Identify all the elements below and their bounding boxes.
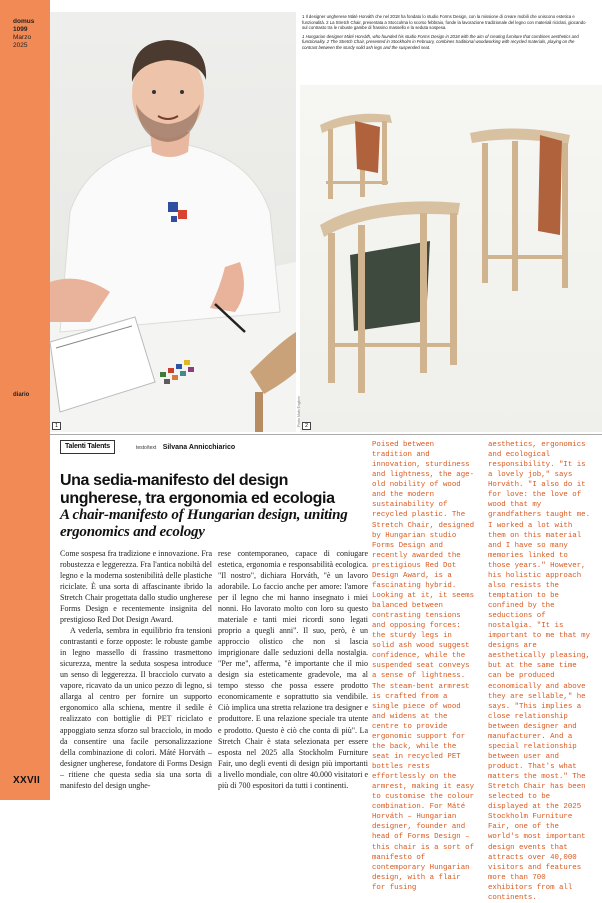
byline-label: testo/text	[136, 445, 157, 451]
sidebar	[0, 0, 50, 800]
magazine-name: domus 1099	[13, 18, 35, 34]
body-italian-paragraph-2: A vederla, sembra in equilibrio fra tensioni contrastanti e forze opposte: le robuste gambe in legno massello di frassino trasmettono sicurezza, mentre la seduta sospesa introduce un senso di leggerezza. Il bracciolo curvato a vapore, ricavato da un unico pezzo di legno, si allarga al centro per fornire un supporto ergonomico alla schiena, mentre il sedile è realizzato con bottiglie di PET riciclato e appoggiato senza sforzo sul bracciolo, in modo da consentire una facile personalizzazione della combinazione di colori. Máté Horváth – designer ungherese, fondatore di Forms Design – ritiene che questa sedia sia una sorta di manifesto del design unghe-	[60, 626, 212, 790]
caption-italian: 1 Il designer ungherese Máté Horváth che nel 2018 ha fondato lo studio Forms Design, con la missione di creare mobili che uniscono estetica e funzionalità. 2 La Stretch Chair, presentata a Stoccolma lo scorso febbraio, fonde la lavorazione tradizionale del legno con materiali riciclati, giocando sul contrasto tra le robuste gambe di frassino massello e la seduta sospesa.	[302, 14, 586, 31]
issue-year: 2025	[13, 42, 28, 50]
body-english-text-2: aesthetics, ergonomics and ecological responsibility. "It is a lovely job," says Horváth. "I also do it for love: the love of wood that my grandfathers taught me. I worked a lot with them on this material and I have so many memories linked to those years." However, his holistic approach also resists the temptation to be confined by the seductions of nostalgia. "It is important to me that my designs are aesthetically pleasing, but at the same time can be produced economically and above they are sellable," he says. "This implies a close relationship between designer and manufacturer. And a special relationship between user and product. That's what matters the most." The Stretch Chair has been selected to be displayed at the 2025 Stockholm Furniture Fair, one of the world's most important design events that attracts over 40,000 visitors and features more than 700 exhibitors from all continents.	[488, 441, 591, 902]
byline	[136, 444, 235, 451]
chair-terracotta-large	[470, 128, 570, 291]
page-number: XXVII	[13, 775, 41, 786]
issue-month: Marzo	[13, 34, 32, 42]
author-name: Silvana Annicchiarico	[162, 444, 236, 451]
body-english-text-1: Poised between tradition and innovation, sturdiness and lightness, the age-old nobility of wood and the modern sustainability of recycled plastic. The Stretch Chair, designed by Hungarian studio Forms Design and recently awarded the prestigious Red Dot Design Award, is a fascinating hybrid. Looking at it, it seems balanced between contrasting tensions and opposing forces: the sturdy legs in solid ash wood suggest confidence, while the suspended seat conveys a sense of lightness. The steam-bent armrest is crafted from a single piece of wood and widens at the centre to provide ergonomic support for the back, while the seat in recycled PET bottles rests effortlessly on the armrest, making it easy to customise the colour combination. For Máté Horváth – Hungarian designer, founder and head of Forms Design – this chair is a sort of manifesto of contemporary Hungarian design, with a flair for fusing	[372, 441, 475, 892]
section-label: diario	[13, 392, 30, 398]
photo-caption	[302, 14, 587, 53]
article-headline: Una sedia-manifesto del design ungherese, tra ergonomia ed ecologia	[60, 472, 335, 507]
divider	[50, 434, 602, 435]
designer-portrait-photo	[50, 12, 296, 432]
section-tag: Talenti Talents	[60, 440, 115, 454]
body-italian-column-2	[218, 548, 368, 791]
chairs-illustration	[300, 85, 602, 432]
body-italian-paragraph-1: Come sospesa fra tradizione e innovazione. Fra robustezza e leggerezza. Fra l'antica nobiltà del legno e la moderna sostenibilità delle plastiche riciclate. È una sorta di affascinante ibrido la Stretch Chair progettata dallo studio ungherese Forms Design e recentemente insignita del prestigioso Red Dot Design Award.	[60, 549, 212, 625]
body-italian-column-1	[60, 548, 212, 791]
magazine-masthead	[13, 18, 50, 51]
body-italian-paragraph-3: rese contemporaneo, capace di coniugare estetica, ergonomia e responsabilità ecologica. "Il nostro", dichiara Horváth, "è un lavoro adorabile. Lo faccio anche per amore: l'amore per il legno che mi hanno insegnato i miei nonni. Ho lavorato molto con loro su questo materiale e tanti miei ricordi sono legati proprio a quegli anni". Il suo, però, è un approccio olistico che non si lascia imprigionare dalle seduzioni della nostalgia. "Per me", afferma, "è importante che il mio design sia esteticamente gradevole, ma al tempo stesso che possa essere prodotto economicamente e soprattutto sia vendibile. Ciò implica una stretta relazione tra designer e produttore. E una relazione speciale tra utente e prodotto. Questo è ciò che conta di più". La Stretch Chair è stata selezionata per essere esposta nel 2025 alla Stockholm Furniture Fair, uno degli eventi di design più importanti a livello mondiale, con oltre 40.000 visitatori e più di 700 espositori da tutti i continenti.	[218, 549, 368, 790]
chair-terracotta-small	[320, 114, 392, 199]
body-english-column-1	[372, 440, 478, 893]
portrait-illustration	[50, 12, 296, 432]
photo-number-2: 2	[302, 422, 311, 430]
chair-green	[320, 201, 460, 393]
body-english-column-2	[488, 440, 594, 903]
article-subhead-english: A chair-manifesto of Hungarian design, uniting ergonomics and ecology	[60, 507, 348, 541]
photo-credit: Photo Mats Engfors	[297, 396, 301, 427]
photo-number-1: 1	[52, 422, 61, 430]
stretch-chairs-photo	[297, 85, 602, 432]
caption-english: 1 Hungarian designer Máté Horváth, who founded his studio Forms Design in 2018 with the aim of creating furniture that combines aesthetics and functionality. 2 The Stretch Chair, presented in Stockholm in February, combines traditional woodworking with recycled materials, playing on the contrast between the sturdy solid ash legs and the suspended seat.	[302, 33, 579, 50]
